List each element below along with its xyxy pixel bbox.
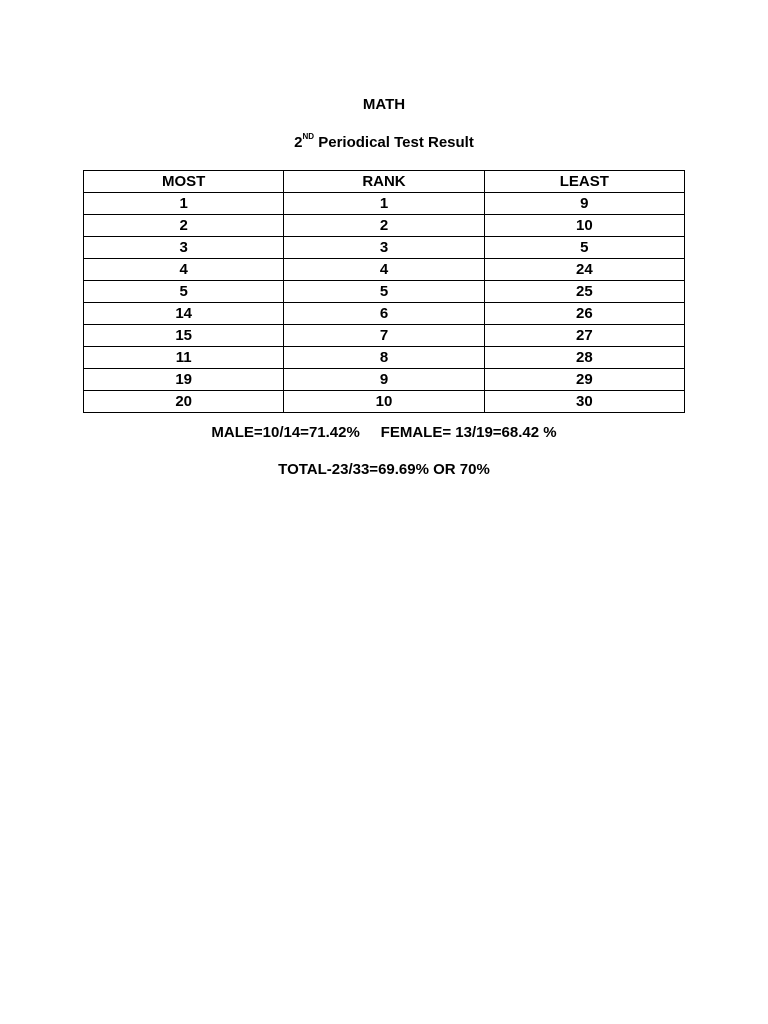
subject-title: MATH (362, 96, 406, 113)
cell-most: 1 (84, 193, 284, 215)
cell-least: 27 (484, 325, 684, 347)
cell-least: 29 (484, 369, 684, 391)
cell-rank: 4 (284, 259, 484, 281)
cell-rank: 2 (284, 215, 484, 237)
cell-rank: 7 (284, 325, 484, 347)
table-row (84, 303, 685, 325)
cell-least: 28 (484, 347, 684, 369)
female-summary: FEMALE= 13/19=68.42 % (380, 424, 557, 441)
cell-rank: 1 (284, 193, 484, 215)
total-summary: TOTAL-23/33=69.69% OR 70% (278, 461, 490, 478)
cell-rank: 5 (284, 281, 484, 303)
cell-least: 26 (484, 303, 684, 325)
cell-least: 25 (484, 281, 684, 303)
test-title-text: Periodical Test Result (318, 134, 474, 151)
cell-most: 20 (84, 391, 284, 413)
cell-least: 9 (484, 193, 684, 215)
test-title (0, 134, 768, 152)
test-title-number: 2 (294, 134, 303, 151)
cell-rank: 6 (284, 303, 484, 325)
table-row (84, 215, 685, 237)
table-row (84, 237, 685, 259)
table-row (84, 325, 685, 347)
cell-most: 15 (84, 325, 284, 347)
header-least: LEAST (484, 171, 684, 193)
header-most: MOST (84, 171, 284, 193)
gender-summary (0, 424, 768, 442)
cell-most: 3 (84, 237, 284, 259)
table-header-row (84, 171, 685, 193)
cell-most: 11 (84, 347, 284, 369)
results-table (83, 170, 685, 413)
cell-most: 19 (84, 369, 284, 391)
cell-least: 24 (484, 259, 684, 281)
cell-most: 2 (84, 215, 284, 237)
cell-rank: 3 (284, 237, 484, 259)
test-title-superscript: ND (302, 132, 315, 141)
cell-least: 10 (484, 215, 684, 237)
table-row (84, 259, 685, 281)
cell-most: 14 (84, 303, 284, 325)
table-row (84, 193, 685, 215)
cell-most: 5 (84, 281, 284, 303)
cell-least: 5 (484, 237, 684, 259)
cell-least: 30 (484, 391, 684, 413)
table-row (84, 369, 685, 391)
header-rank: RANK (284, 171, 484, 193)
table-row (84, 281, 685, 303)
cell-rank: 9 (284, 369, 484, 391)
cell-most: 4 (84, 259, 284, 281)
table-row (84, 391, 685, 413)
cell-rank: 10 (284, 391, 484, 413)
table-row (84, 347, 685, 369)
male-summary: MALE=10/14=71.42% (211, 424, 360, 441)
cell-rank: 8 (284, 347, 484, 369)
